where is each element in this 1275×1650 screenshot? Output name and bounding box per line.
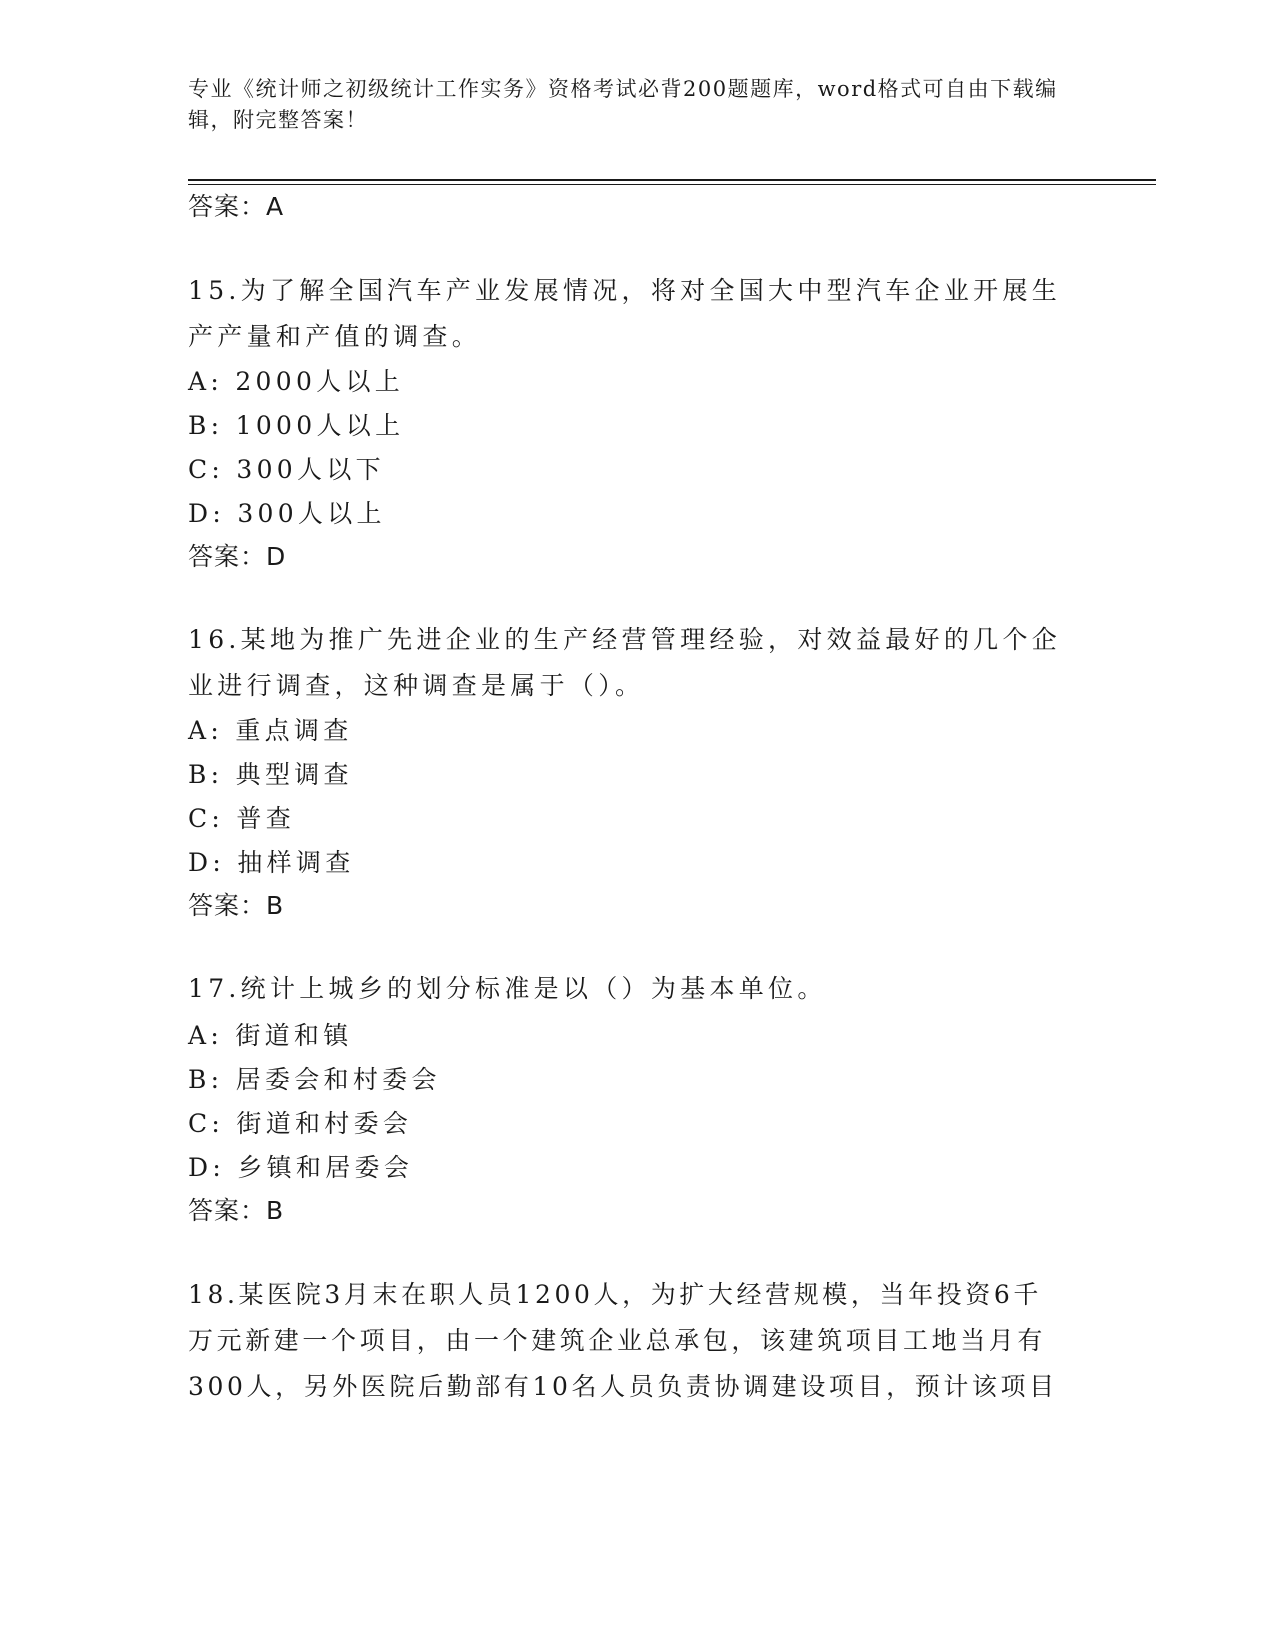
- question-17-option-d: D: 乡镇和居委会: [188, 1153, 414, 1182]
- question-16-option-c: C: 普查: [188, 804, 295, 833]
- answer-15: 答案：D: [188, 542, 287, 571]
- question-17-option-c: C: 街道和村委会: [188, 1109, 413, 1138]
- question-16-option-a: A: 重点调查: [188, 716, 353, 745]
- question-15-option-b: B: 1000人以上: [188, 411, 405, 440]
- question-17-text: 17.统计上城乡的划分标准是以（）为基本单位。: [188, 974, 827, 1003]
- question-15-text: 15.为了解全国汽车产业发展情况，将对全国大中型汽车企业开展生产产量和产值的调查。: [188, 276, 1062, 351]
- question-15-option-a: A: 2000人以上: [188, 367, 405, 396]
- question-17-option-a: A: 街道和镇: [188, 1021, 353, 1050]
- question-17-option-b: B: 居委会和村委会: [188, 1065, 441, 1094]
- question-16-text: 16.某地为推广先进企业的生产经营管理经验，对效益最好的几个企业进行调查，这种调查是属于（）。: [188, 625, 1062, 700]
- answer-14: 答案：A: [188, 192, 285, 221]
- answer-16: 答案：B: [188, 891, 285, 920]
- document-header: 专业《统计师之初级统计工作实务》资格考试必背200题题库，word格式可自由下载编辑，附完整答案！: [188, 77, 1058, 132]
- question-16-option-d: D: 抽样调查: [188, 848, 355, 877]
- header-rule-thick: [188, 179, 1156, 181]
- answer-17: 答案：B: [188, 1196, 285, 1225]
- question-15-option-c: C: 300人以下: [188, 455, 385, 484]
- question-16-option-b: B: 典型调查: [188, 760, 353, 789]
- header-rule-thin: [188, 184, 1156, 185]
- question-18-text: 18.某医院3月末在职人员1200人，为扩大经营规模，当年投资6千万元新建一个项目，由一个建筑企业总承包，该建筑项目工地当月有300人，另外医院后勤部有10名人员负责协调建设项目，预计该项目: [188, 1280, 1058, 1401]
- question-15-option-d: D: 300人以上: [188, 499, 386, 528]
